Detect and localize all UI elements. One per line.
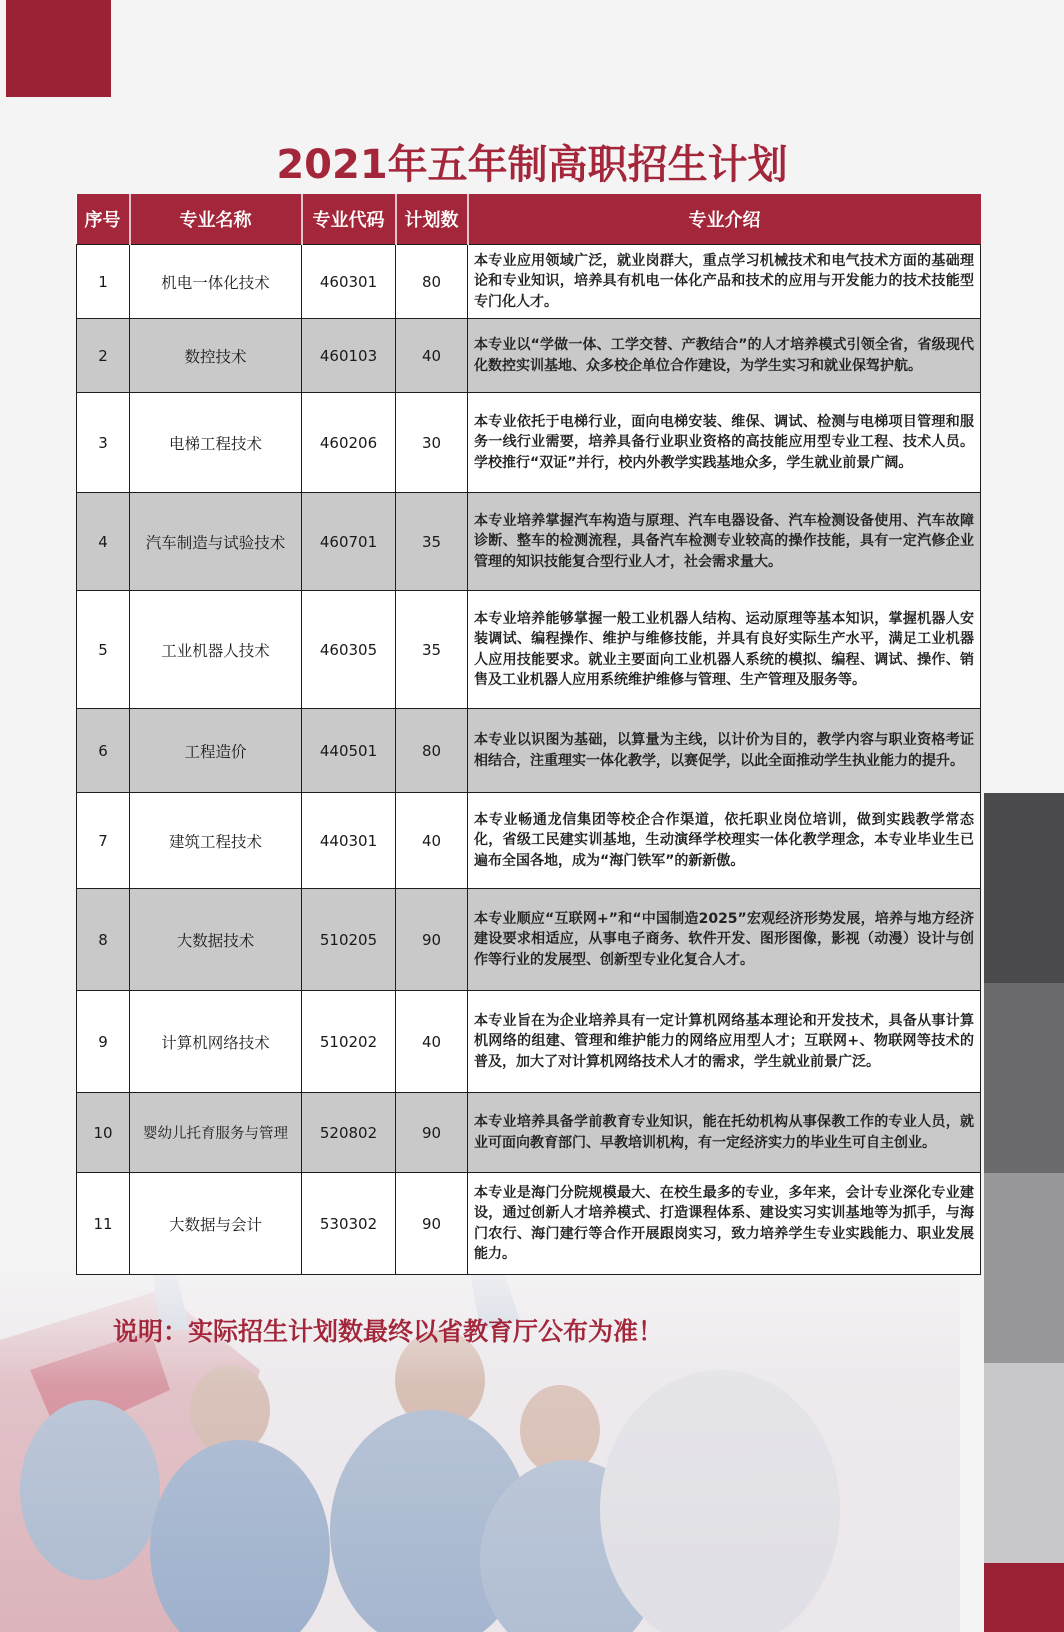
row-major-intro: 本专业以识图为基础，以算量为主线，以计价为目的，教学内容与职业资格考证相结合，注重理实一体化教学，以赛促学，以此全面推动学生执业能力的提升。 (468, 709, 981, 793)
header-major-name: 专业名称 (130, 194, 302, 245)
table-header-row (77, 194, 981, 245)
row-major-intro: 本专业应用领域广泛，就业岗群大，重点学习机械技术和电气技术方面的基础理论和专业知识，培养具有机电一体化产品和技术的应用与开发能力的技术技能型专门化人才。 (468, 245, 981, 319)
row-major-code: 510202 (302, 991, 396, 1093)
row-index: 5 (77, 591, 130, 709)
table-row (77, 889, 981, 991)
row-major-name: 电梯工程技术 (130, 393, 302, 493)
row-major-intro: 本专业顺应“互联网+”和“中国制造2025”宏观经济形势发展，培养与地方经济建设要求相适应，从事电子商务、软件开发、图形图像，影视（动漫）设计与创作等行业的发展型、创新型专业化复合人才。 (468, 889, 981, 991)
table-row (77, 393, 981, 493)
row-plan-count: 80 (396, 709, 468, 793)
header-major-code: 专业代码 (302, 194, 396, 245)
table-row (77, 709, 981, 793)
table-row (77, 319, 981, 393)
row-major-code: 440301 (302, 793, 396, 889)
row-index: 1 (77, 245, 130, 319)
row-major-intro: 本专业依托于电梯行业，面向电梯安装、维保、调试、检测与电梯项目管理和服务一线行业需要，培养具备行业职业资格的高技能应用型专业工程、技术人员。学校推行“双证”并行，校内外教学实践基地众多，学生就业前景广阔。 (468, 393, 981, 493)
row-index: 10 (77, 1093, 130, 1173)
row-major-intro: 本专业培养能够掌握一般工业机器人结构、运动原理等基本知识，掌握机器人安装调试、编程操作、维护与维修技能，并具有良好实际生产水平，满足工业机器人应用技能要求。就业主要面向工业机器人系统的模拟、编程、调试、操作、销售及工业机器人应用系统维护维修与管理、生产管理及服务等。 (468, 591, 981, 709)
table-row (77, 991, 981, 1093)
row-index: 6 (77, 709, 130, 793)
row-major-intro: 本专业畅通龙信集团等校企合作渠道，依托职业岗位培训，做到实践教学常态化，省级工民建实训基地，生动演绎学校理实一体化教学理念，本专业毕业生已遍布全国各地，成为“海门铁军”的新新傲。 (468, 793, 981, 889)
table-row (77, 1173, 981, 1275)
side-bar-mid-dark (984, 983, 1064, 1173)
row-major-code: 510205 (302, 889, 396, 991)
row-plan-count: 40 (396, 319, 468, 393)
header-plan-count: 计划数 (396, 194, 468, 245)
row-major-intro: 本专业是海门分院规模最大、在校生最多的专业，多年来，会计专业深化专业建设，通过创新人才培养模式、打造课程体系、建设实习实训基地等为抓手，与海门农行、海门建行等合作开展跟岗实习，致力培养学生专业实践能力、职业发展能力。 (468, 1173, 981, 1275)
table-row (77, 793, 981, 889)
row-major-intro: 本专业培养掌握汽车构造与原理、汽车电器设备、汽车检测设备使用、汽车故障诊断、整车的检测流程，具备汽车检测专业较高的操作技能，具有一定汽修企业管理的知识技能复合型行业人才，社会需求量大。 (468, 493, 981, 591)
row-index: 7 (77, 793, 130, 889)
enrollment-plan-table (76, 194, 981, 1275)
row-major-name: 大数据技术 (130, 889, 302, 991)
row-index: 8 (77, 889, 130, 991)
row-major-name: 婴幼儿托育服务与管理 (130, 1093, 302, 1173)
header-major-intro: 专业介绍 (468, 194, 981, 245)
row-index: 11 (77, 1173, 130, 1275)
table-row (77, 1093, 981, 1173)
page-title: 2021年五年制高职招生计划 (276, 142, 788, 188)
corner-decoration (6, 0, 111, 97)
row-major-code: 460103 (302, 319, 396, 393)
row-index: 4 (77, 493, 130, 591)
row-plan-count: 40 (396, 793, 468, 889)
row-major-name: 大数据与会计 (130, 1173, 302, 1275)
row-index: 2 (77, 319, 130, 393)
row-major-code: 460701 (302, 493, 396, 591)
row-major-code: 440501 (302, 709, 396, 793)
row-major-code: 520802 (302, 1093, 396, 1173)
side-decoration-bars (984, 793, 1064, 1632)
row-plan-count: 35 (396, 493, 468, 591)
row-major-code: 460305 (302, 591, 396, 709)
side-bar-mid (984, 1173, 1064, 1363)
row-major-code: 530302 (302, 1173, 396, 1275)
row-major-name: 建筑工程技术 (130, 793, 302, 889)
row-major-intro: 本专业旨在为企业培养具有一定计算机网络基本理论和开发技术，具备从事计算机网络的组建、管理和维护能力的网络应用型人才；互联网+、物联网等技术的普及，加大了对计算机网络技术人才的需求，学生就业前景广泛。 (468, 991, 981, 1093)
row-major-name: 汽车制造与试验技术 (130, 493, 302, 591)
row-plan-count: 90 (396, 1093, 468, 1173)
background-photo (0, 1250, 960, 1632)
footnote: 说明：实际招生计划数最终以省教育厅公布为准！ (113, 1317, 664, 1346)
row-major-name: 工业机器人技术 (130, 591, 302, 709)
side-bar-dark (984, 793, 1064, 983)
row-major-intro: 本专业培养具备学前教育专业知识，能在托幼机构从事保教工作的专业人员，就业可面向教育部门、早教培训机构，有一定经济实力的毕业生可自主创业。 (468, 1093, 981, 1173)
row-major-code: 460206 (302, 393, 396, 493)
side-bar-accent (984, 1563, 1064, 1632)
row-major-name: 机电一体化技术 (130, 245, 302, 319)
row-plan-count: 35 (396, 591, 468, 709)
row-plan-count: 30 (396, 393, 468, 493)
table-row (77, 245, 981, 319)
row-plan-count: 90 (396, 889, 468, 991)
row-index: 9 (77, 991, 130, 1093)
row-index: 3 (77, 393, 130, 493)
row-major-code: 460301 (302, 245, 396, 319)
row-major-intro: 本专业以“学做一体、工学交替、产教结合”的人才培养模式引领全省，省级现代化数控实训基地、众多校企单位合作建设，为学生实习和就业保驾护航。 (468, 319, 981, 393)
side-bar-light (984, 1363, 1064, 1563)
row-plan-count: 80 (396, 245, 468, 319)
table-row (77, 591, 981, 709)
row-plan-count: 40 (396, 991, 468, 1093)
row-major-name: 工程造价 (130, 709, 302, 793)
row-major-name: 计算机网络技术 (130, 991, 302, 1093)
row-plan-count: 90 (396, 1173, 468, 1275)
table-row (77, 493, 981, 591)
row-major-name: 数控技术 (130, 319, 302, 393)
header-index: 序号 (77, 194, 130, 245)
